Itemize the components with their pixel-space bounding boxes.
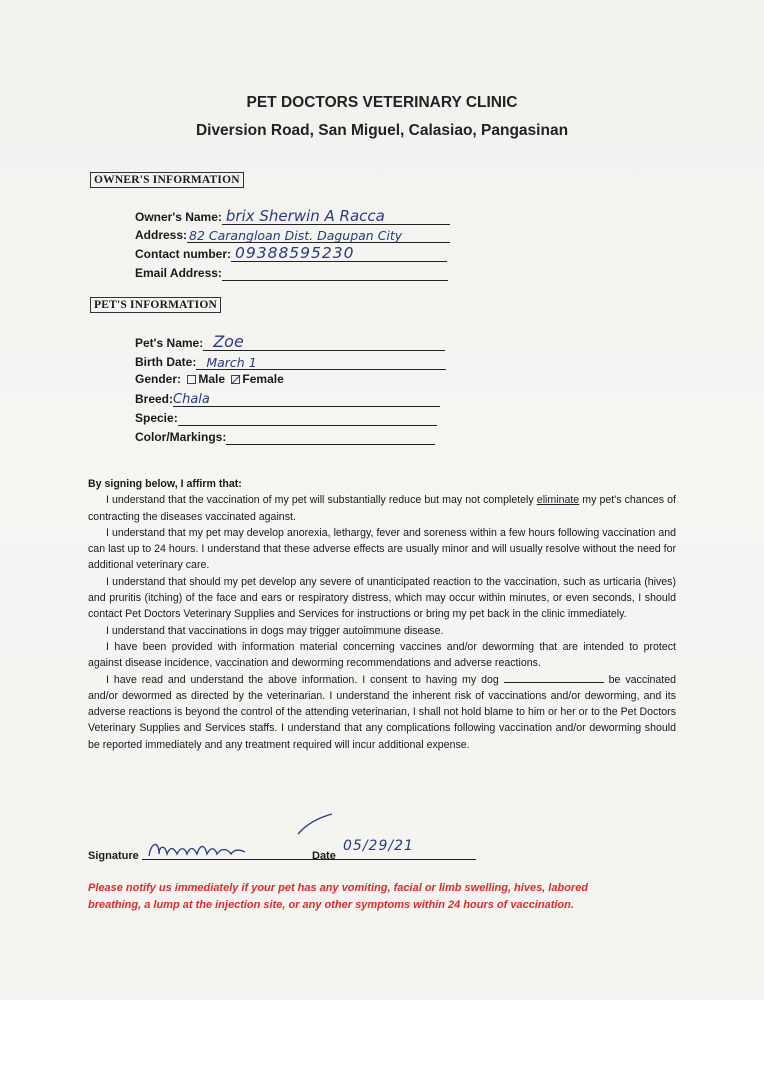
birth-date-value: March 1 bbox=[206, 355, 257, 370]
birth-date-field[interactable] bbox=[135, 352, 446, 370]
signature-label: Signature bbox=[88, 850, 139, 862]
pet-name-value: Zoe bbox=[213, 332, 244, 351]
owner-address-value: 82 Carangloan Dist. Dagupan City bbox=[189, 228, 403, 243]
breed-value: Chala bbox=[173, 392, 210, 407]
page-bottom-margin bbox=[0, 1000, 764, 1080]
male-checkbox[interactable] bbox=[187, 375, 196, 384]
female-checkbox[interactable] bbox=[231, 375, 240, 384]
email-address-label: Email Address: bbox=[135, 266, 222, 280]
email-address-field[interactable] bbox=[135, 263, 448, 281]
eliminate-underlined: eliminate bbox=[536, 494, 580, 507]
affirmation-heading: By signing below, I affirm that: bbox=[88, 478, 242, 490]
affirmation-paragraph-2: I understand that my pet may develop anorexia, lethargy, fever and soreness within a few hours following vaccination and can last up to 24 hours. I understand that these adverse effects are usually minor and will usually resolve without the need for additional veterinary care. bbox=[88, 526, 676, 572]
female-option-label: Female bbox=[242, 372, 284, 386]
contact-number-value: 09388595230 bbox=[235, 244, 355, 262]
owner-name-value: brix Sherwin A Racca bbox=[225, 207, 385, 225]
specie-line bbox=[178, 407, 437, 426]
contact-number-field[interactable] bbox=[135, 244, 447, 262]
pet-name-label: Pet's Name: bbox=[135, 336, 204, 350]
specie-label: Specie: bbox=[135, 411, 178, 425]
affirmation-paragraph-5: I have been provided with information material concerning vaccines and/or deworming that are intended to protect against disease incidence, vaccination and deworming recommendations and adverse reactions. bbox=[88, 640, 676, 670]
affirmation-paragraph-3: I understand that should my pet develop any severe of unanticipated reaction to the vaccination, such as urticaria (hives) and pruritis (itching) of the face and ears or respiratory distress, which may occur within minutes, or even seconds, I should contact Pet Doctors Veterinary Supplies and Services for instructions or bring my pet back in the clinic immediately. bbox=[88, 575, 676, 621]
specie-field[interactable] bbox=[135, 408, 437, 426]
male-option-label: Male bbox=[198, 372, 226, 386]
gender-label: Gender: bbox=[135, 372, 182, 386]
owner-address-label: Address: bbox=[135, 228, 188, 242]
vaccination-notice: Please notify us immediately if your pet has any vomiting, facial or limb swelling, hives, labored breathing, a lump at the injection site, or any other symptoms within 24 hours of vaccination. bbox=[88, 882, 589, 911]
owner-address-field[interactable] bbox=[135, 225, 450, 243]
clinic-address: Diversion Road, San Miguel, Calasiao, Pangasinan bbox=[195, 122, 569, 139]
affirmation-paragraph-4: I understand that vaccinations in dogs may trigger autoimmune disease. bbox=[106, 624, 444, 637]
affirmation-paragraph-1: I understand that the vaccination of my pet will substantially reduce but may not completely eliminate my pet's chances of contracting the diseases vaccinated against. bbox=[88, 494, 676, 523]
pen-stroke-mark bbox=[296, 812, 336, 836]
pet-name-line bbox=[203, 332, 445, 351]
breed-field[interactable] bbox=[135, 389, 440, 407]
pet-section-title: PET'S INFORMATION bbox=[90, 297, 221, 313]
clinic-name: PET DOCTORS VETERINARY CLINIC bbox=[246, 94, 518, 111]
contact-number-label: Contact number: bbox=[135, 247, 231, 261]
breed-line bbox=[173, 388, 440, 407]
color-markings-line bbox=[226, 426, 435, 445]
affirmation-block bbox=[88, 476, 676, 753]
owner-section-title: OWNER'S INFORMATION bbox=[90, 172, 244, 188]
breed-label: Breed: bbox=[135, 392, 174, 406]
birth-date-label: Birth Date: bbox=[135, 355, 197, 369]
pet-name-field[interactable] bbox=[135, 333, 445, 351]
dog-name-blank[interactable] bbox=[504, 672, 604, 683]
color-markings-label: Color/Markings: bbox=[135, 430, 227, 444]
birth-date-line bbox=[196, 351, 446, 370]
color-markings-field[interactable] bbox=[135, 427, 435, 445]
owner-name-line bbox=[222, 206, 450, 225]
affirmation-paragraph-6: I have read and understand the above information. I consent to having my dog be vaccinated and/or dewormed as directed by the veterinarian. I understand the inherent risk of vaccinations and/or deworming, and its adverse reactions is beyond the control of the attending veterinarian, I shall not hold blame to him or her or to the Pet Doctors Veterinary Supplies and Services staffs. I understand that any complications following vaccination and/or deworming should be reported immediately and any treatment required will incur additional expense. bbox=[88, 673, 676, 751]
date-line[interactable] bbox=[340, 859, 476, 860]
handwritten-signature bbox=[145, 836, 255, 862]
owner-name-label: Owner's Name: bbox=[135, 210, 222, 224]
gender-field bbox=[135, 372, 284, 386]
owner-name-field[interactable] bbox=[135, 207, 450, 225]
date-value: 05/29/21 bbox=[343, 838, 414, 854]
email-address-line bbox=[222, 262, 448, 281]
contact-number-line bbox=[231, 243, 447, 262]
date-label: Date bbox=[312, 850, 336, 862]
owner-address-line bbox=[187, 224, 450, 243]
